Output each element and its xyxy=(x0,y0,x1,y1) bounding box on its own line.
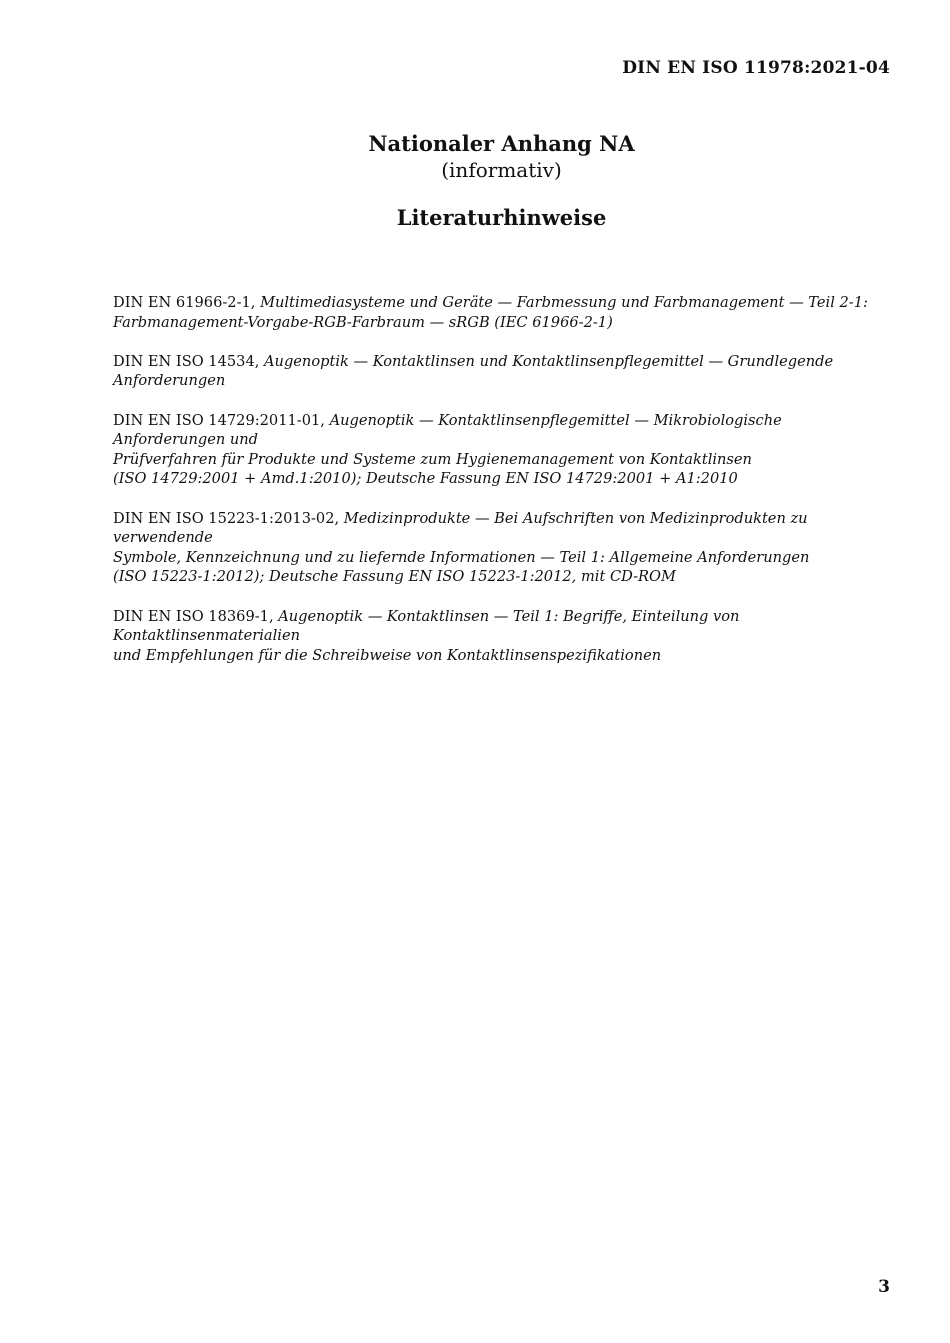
reference-title-line: Symbole, Kennzeichnung und zu liefernde Informationen — Teil 1: Allgemeine Anforderungen xyxy=(113,548,810,566)
reference-item xyxy=(113,293,893,332)
reference-title-line: Multimediasysteme und Geräte — Farbmessung und Farbmanagement — Teil 2-1: xyxy=(260,294,868,311)
reference-designation: DIN EN 61966-2-1, xyxy=(113,294,261,311)
reference-item xyxy=(113,509,893,587)
page-number: 3 xyxy=(878,1277,890,1297)
annex-subtitle: (informativ) xyxy=(441,158,562,182)
reference-title-line: (ISO 14729:2001 + Amd.1:2010); Deutsche Fassung EN ISO 14729:2001 + A1:2010 xyxy=(113,470,738,488)
reference-list xyxy=(113,293,893,685)
reference-title-line: Farbmanagement-Vorgabe-RGB-Farbraum — sRGB (IEC 61966-2-1) xyxy=(113,313,613,331)
reference-title-line: Augenoptik — Kontaktlinsen und Kontaktlinsenpflegemittel — Grundlegende xyxy=(264,352,834,370)
reference-title-line: Augenoptik — Kontaktlinsenpflegemittel — Mikrobiologische Anforderungen und xyxy=(113,411,782,449)
section-title: Literaturhinweise xyxy=(396,205,607,230)
reference-title-line: Prüfverfahren für Produkte und Systeme zum Hygienemanagement von Kontaktlinsen xyxy=(113,450,752,468)
reference-item xyxy=(113,607,893,666)
reference-designation: DIN EN ISO 18369-1, xyxy=(113,607,279,625)
reference-item xyxy=(113,352,893,391)
reference-designation: DIN EN ISO 15223-1:2013-02, xyxy=(113,509,344,527)
reference-title-line: Anforderungen xyxy=(113,372,226,390)
reference-title-line: Augenoptik — Kontaktlinsen — Teil 1: Begriffe, Einteilung von Kontaktlinsenmaterialien xyxy=(113,607,740,645)
reference-title-line: (ISO 15223-1:2012); Deutsche Fassung EN ISO 15223-1:2012, mit CD-ROM xyxy=(113,568,676,586)
document-identifier: DIN EN ISO 11978:2021-04 xyxy=(622,58,890,78)
reference-title-line: Medizinprodukte — Bei Aufschriften von Medizinprodukten zu verwendende xyxy=(113,509,808,547)
reference-item xyxy=(113,411,893,489)
reference-designation: DIN EN ISO 14534, xyxy=(113,352,265,370)
reference-designation: DIN EN ISO 14729:2011-01, xyxy=(113,411,330,429)
annex-title: Nationaler Anhang NA xyxy=(368,131,635,156)
reference-title-line: und Empfehlungen für die Schreibweise von Kontaktlinsenspezifikationen xyxy=(113,646,662,664)
